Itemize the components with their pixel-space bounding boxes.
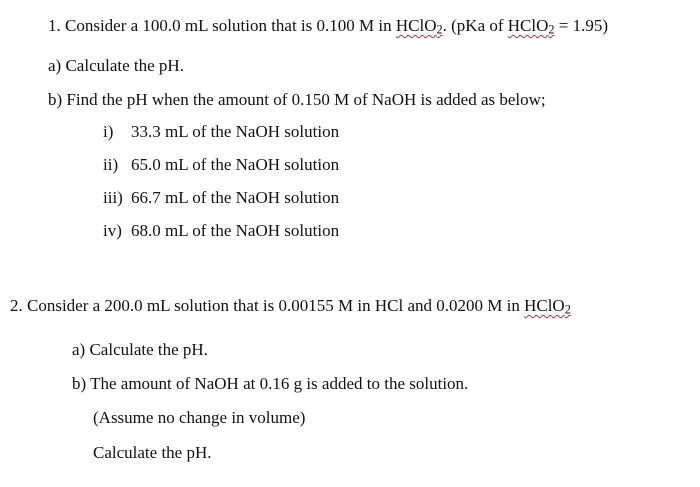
- question-1-part-b: b) Find the pH when the amount of 0.150 M of NaOH is added as below;: [48, 90, 546, 109]
- question-1-sub-item: [103, 188, 339, 208]
- sub-item-text: 33.3 mL of the NaOH solution: [131, 122, 340, 141]
- question-1-sub-item: [103, 122, 339, 142]
- question-2-calc: Calculate the pH.: [93, 443, 212, 462]
- q2-stem-text: 2. Consider a 200.0 mL solution that is 0.00155 M in HCl and 0.0200 M in: [10, 296, 525, 315]
- sub-item-number: ii): [103, 155, 119, 174]
- q2-acid-formula: [524, 296, 571, 315]
- question-2-part-b: b) The amount of NaOH at 0.16 g is added to the solution.: [72, 374, 469, 393]
- sub-item-text: 65.0 mL of the NaOH solution: [131, 155, 340, 174]
- question-1-sub-item: [103, 155, 339, 175]
- sub-item-text: 66.7 mL of the NaOH solution: [131, 188, 340, 207]
- question-1-part-a: a) Calculate the pH.: [48, 56, 184, 75]
- question-2-note: (Assume no change in volume): [93, 408, 306, 427]
- q2-acid-text: HClO: [524, 296, 565, 315]
- question-1-stem: [48, 16, 608, 36]
- q1-acid-subscript: 2: [436, 22, 443, 37]
- q1-acid-formula: [396, 16, 443, 35]
- q1-stem-post: = 1.95): [554, 16, 609, 35]
- sub-item-text: 68.0 mL of the NaOH solution: [131, 221, 340, 240]
- question-1-sub-item: [103, 221, 339, 241]
- question-2-part-a: a) Calculate the pH.: [72, 340, 208, 359]
- q1-acid2-subscript: 2: [548, 22, 555, 37]
- q1-stem-text: 1. Consider a 100.0 mL solution that is 0.100 M in: [48, 16, 396, 35]
- sub-item-number: iv): [103, 221, 122, 240]
- q1-acid-text: HClO: [395, 16, 437, 35]
- q1-stem-mid: . (pKa of: [442, 16, 508, 35]
- sub-item-number: iii): [103, 188, 123, 207]
- q1-acid2-text: HClO: [507, 16, 549, 35]
- q1-acid-formula-2: [508, 16, 555, 35]
- q2-acid-subscript: 2: [564, 302, 571, 317]
- question-2-stem: [10, 296, 571, 316]
- sub-item-number: i): [103, 122, 114, 141]
